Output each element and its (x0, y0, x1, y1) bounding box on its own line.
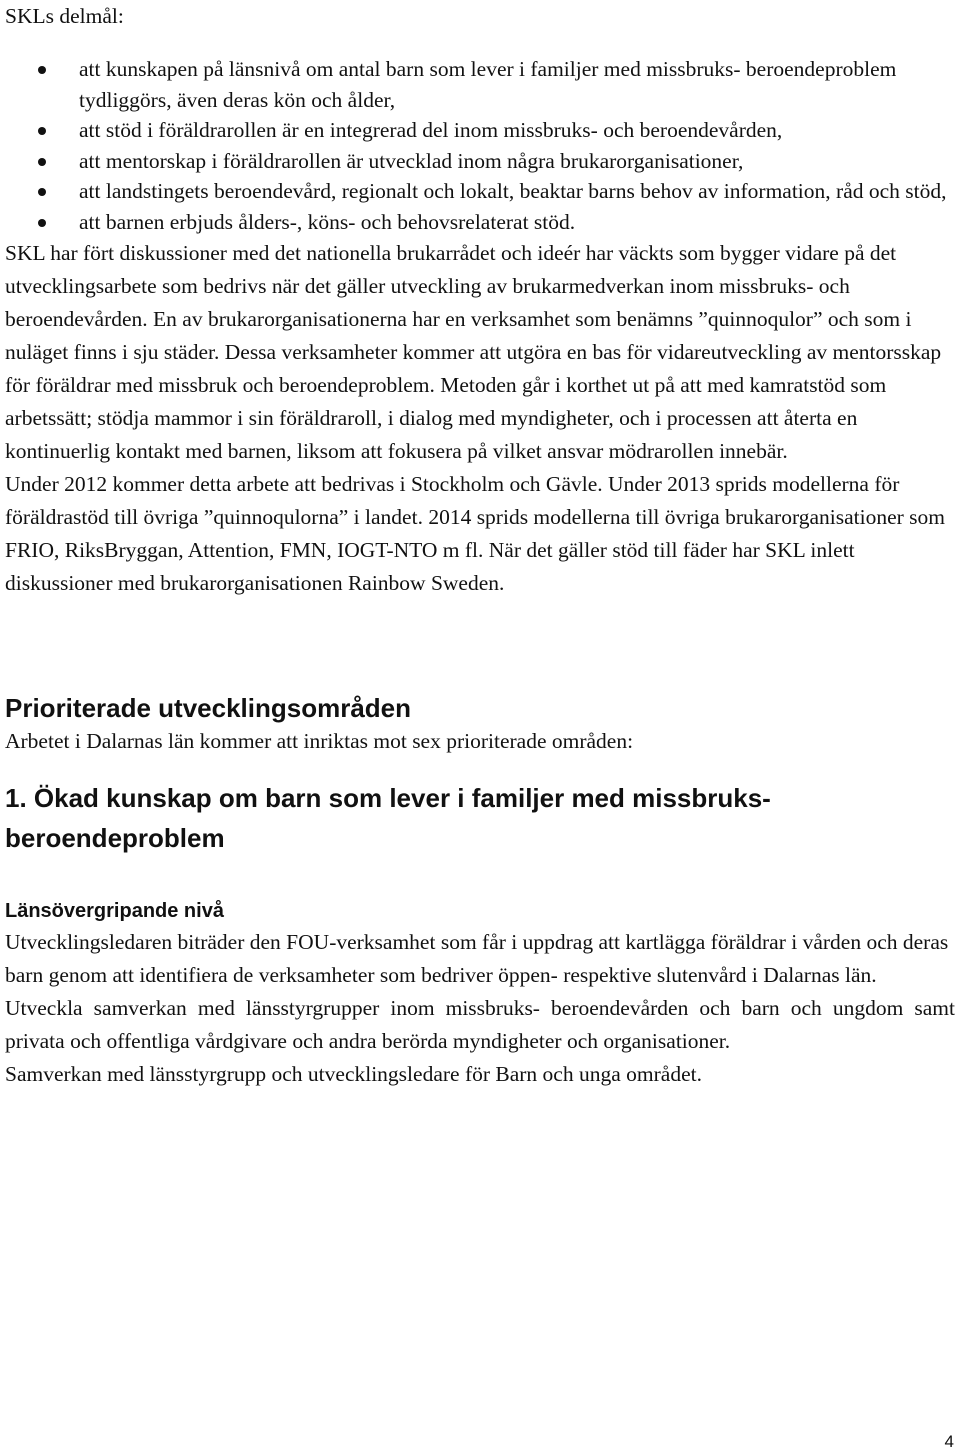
bullet-icon (38, 188, 46, 196)
goal-text: att kunskapen på länsnivå om antal barn som lever i familjer med missbruks- beroendeproblem tydliggörs, även deras kön och ålder, (79, 57, 897, 112)
paragraph-samverkan: Samverkan med länsstyrgrupp och utvecklingsledare för Barn och unga området. (5, 1062, 702, 1086)
intro-label: SKLs delmål: (5, 4, 124, 28)
list-item (5, 207, 955, 238)
paragraph-skl: SKL har fört diskussioner med det nationella brukarrådet och ideér har väckts som bygger vidare på det utvecklingsarbete som bedrivs när det gäller utveckling av brukarmedverkan inom missbruks- och beroendevården. En av brukarorganisationerna har en verksamhet som benämns ”quinnoqulor” och som i nuläget finns i sju städer. Dessa verksamheter kommer att utgöra en bas för vidareutveckling av mentorsskap för föräldrar med missbruk och beroendeproblem. Metoden går i korthet ut på att med kamratstöd som arbetssätt; stödja mammor i sin föräldraroll, i dialog med myndigheter, och i processen att återta en kontinuerlig kontakt med barnen, liksom att fokusera på vilket ansvar mödrarollen innebär. (5, 241, 942, 463)
bullet-icon (38, 219, 46, 227)
bullet-icon (38, 66, 46, 74)
list-item (5, 176, 955, 207)
section-heading-prioriterade: Prioriterade utvecklingsområden (5, 693, 412, 723)
goals-list (5, 54, 955, 237)
goal-text: att mentorskap i föräldrarollen är utvecklad inom några brukarorganisationer, (79, 148, 744, 173)
document-page (5, 0, 955, 1091)
list-item (5, 54, 955, 115)
goal-text: att stöd i föräldrarollen är en integrerad del inom missbruks- och beroendevården, (79, 118, 783, 142)
section-heading-1: 1. Ökad kunskap om barn som lever i familjer med missbruks- beroendeproblem (5, 783, 771, 853)
page-number: 4 (944, 1432, 954, 1451)
list-item (5, 115, 955, 146)
paragraph-2012: Under 2012 kommer detta arbete att bedrivas i Stockholm och Gävle. Under 2013 sprids modellerna för föräldrastöd till övriga ”quinnoqulorna” i landet. 2014 sprids modellerna till övriga brukarorganisationer som FRIO, RiksBryggan, Attention, FMN, IOGT-NTO m fl. När det gäller stöd till fäder har SKL inlett diskussioner med brukarorganisationen Rainbow Sweden. (5, 472, 946, 595)
bullet-icon (38, 158, 46, 166)
goal-text: att barnen erbjuds ålders-, köns- och behovsrelaterat stöd. (79, 209, 576, 234)
goal-text: att landstingets beroendevård, regionalt och lokalt, beaktar barns behov av information, råd och stöd, (79, 179, 947, 203)
list-item (5, 146, 955, 177)
paragraph-arbetet: Arbetet i Dalarnas län kommer att inriktas mot sex prioriterade områden: (5, 729, 634, 753)
paragraph-utvecklingsledaren: Utvecklingsledaren biträder den FOU-verksamhet som får i uppdrag att kartlägga föräldrar i vården och deras barn genom att identifiera de verksamheter som bedriver öppen- respektive slutenvård i Dalarnas län. (5, 930, 949, 987)
paragraph-utveckla: Utveckla samverkan med länsstyrgrupper inom missbruks- beroendevården och barn och ungdom samt privata och offentliga vårdgivare och andra berörda myndigheter och organisationer. (5, 996, 955, 1053)
subheading-lansovergripande: Länsövergripande nivå (5, 900, 224, 922)
bullet-icon (38, 127, 46, 135)
